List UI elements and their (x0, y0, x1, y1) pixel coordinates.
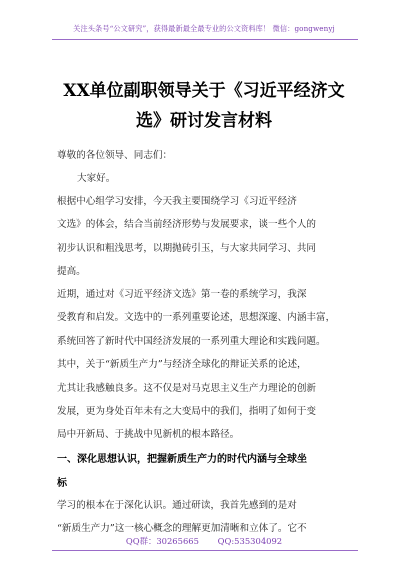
paragraph-line: 局中开新局、于挑战中见新机的根本路径。 (57, 429, 240, 441)
paragraph-line: 系统回答了新时代中国经济发展的一系列重大理论和实践问题。 (57, 335, 326, 347)
footer-divider (52, 550, 358, 551)
paragraph-line: “新质生产力”这一核心概念的理解更加清晰和立体了。它不 (57, 523, 307, 535)
paragraph-line: 近期，通过对《习近平经济文选》第一卷的系统学习，我深 (57, 289, 307, 300)
salutation: 大家好。 (77, 173, 116, 184)
title-line-1: XX单位副职领导关于《习近平经济文 (63, 81, 345, 101)
paragraph-line: 提高。 (57, 266, 86, 278)
footer-contact (0, 535, 408, 547)
title-line-2: 选》研讨发言材料 (136, 111, 272, 131)
section-heading (57, 448, 357, 495)
paragraph-intro (57, 190, 357, 284)
paragraph-line: 学习的根本在于深化认识。通过研读，我首先感到的是对 (57, 500, 297, 511)
footer-qq: QQ:535304092 (217, 536, 283, 546)
paragraph-line: 根据中心组学习安排，今天我主要围绕学习《习近平经济 (57, 196, 297, 207)
paragraph-understanding (57, 494, 357, 541)
paragraph-study (57, 283, 357, 447)
paragraph-line: 尤其让我感触良多。这不仅是对马克思主义生产力理论的创新 (57, 382, 317, 394)
heading-line: 一、深化思想认识，把握新质生产力的时代内涵与全球坐 (57, 454, 307, 465)
header-banner: 关注头条号“公文研究”，获得最新最全最专业的公文资料库！ 微信：gongwenyj (73, 24, 335, 33)
document-title (0, 76, 408, 136)
paragraph-line: 文选》的体会，结合当前经济形势与发展要求，谈一些个人的 (57, 219, 317, 231)
paragraph-line: 受教育和启发。文选中的一系列重要论述，思想深邃、内涵丰富， (57, 312, 336, 324)
paragraph-line: 初步认识和粗浅思考，以期抛砖引玉，与大家共同学习、共同 (57, 242, 317, 254)
header-divider (52, 39, 358, 40)
paragraph-line: 发展，更为身处百年未有之大变局中的我们，指明了如何于变 (57, 406, 317, 418)
greeting: 尊敬的各位领导、同志们： (57, 150, 173, 161)
paragraph-line: 其中，关于“新质生产力”与经济全球化的辩证关系的论述， (57, 359, 307, 371)
footer-qq-group: QQ群：30265665 (125, 536, 199, 546)
heading-line: 标 (57, 477, 67, 489)
